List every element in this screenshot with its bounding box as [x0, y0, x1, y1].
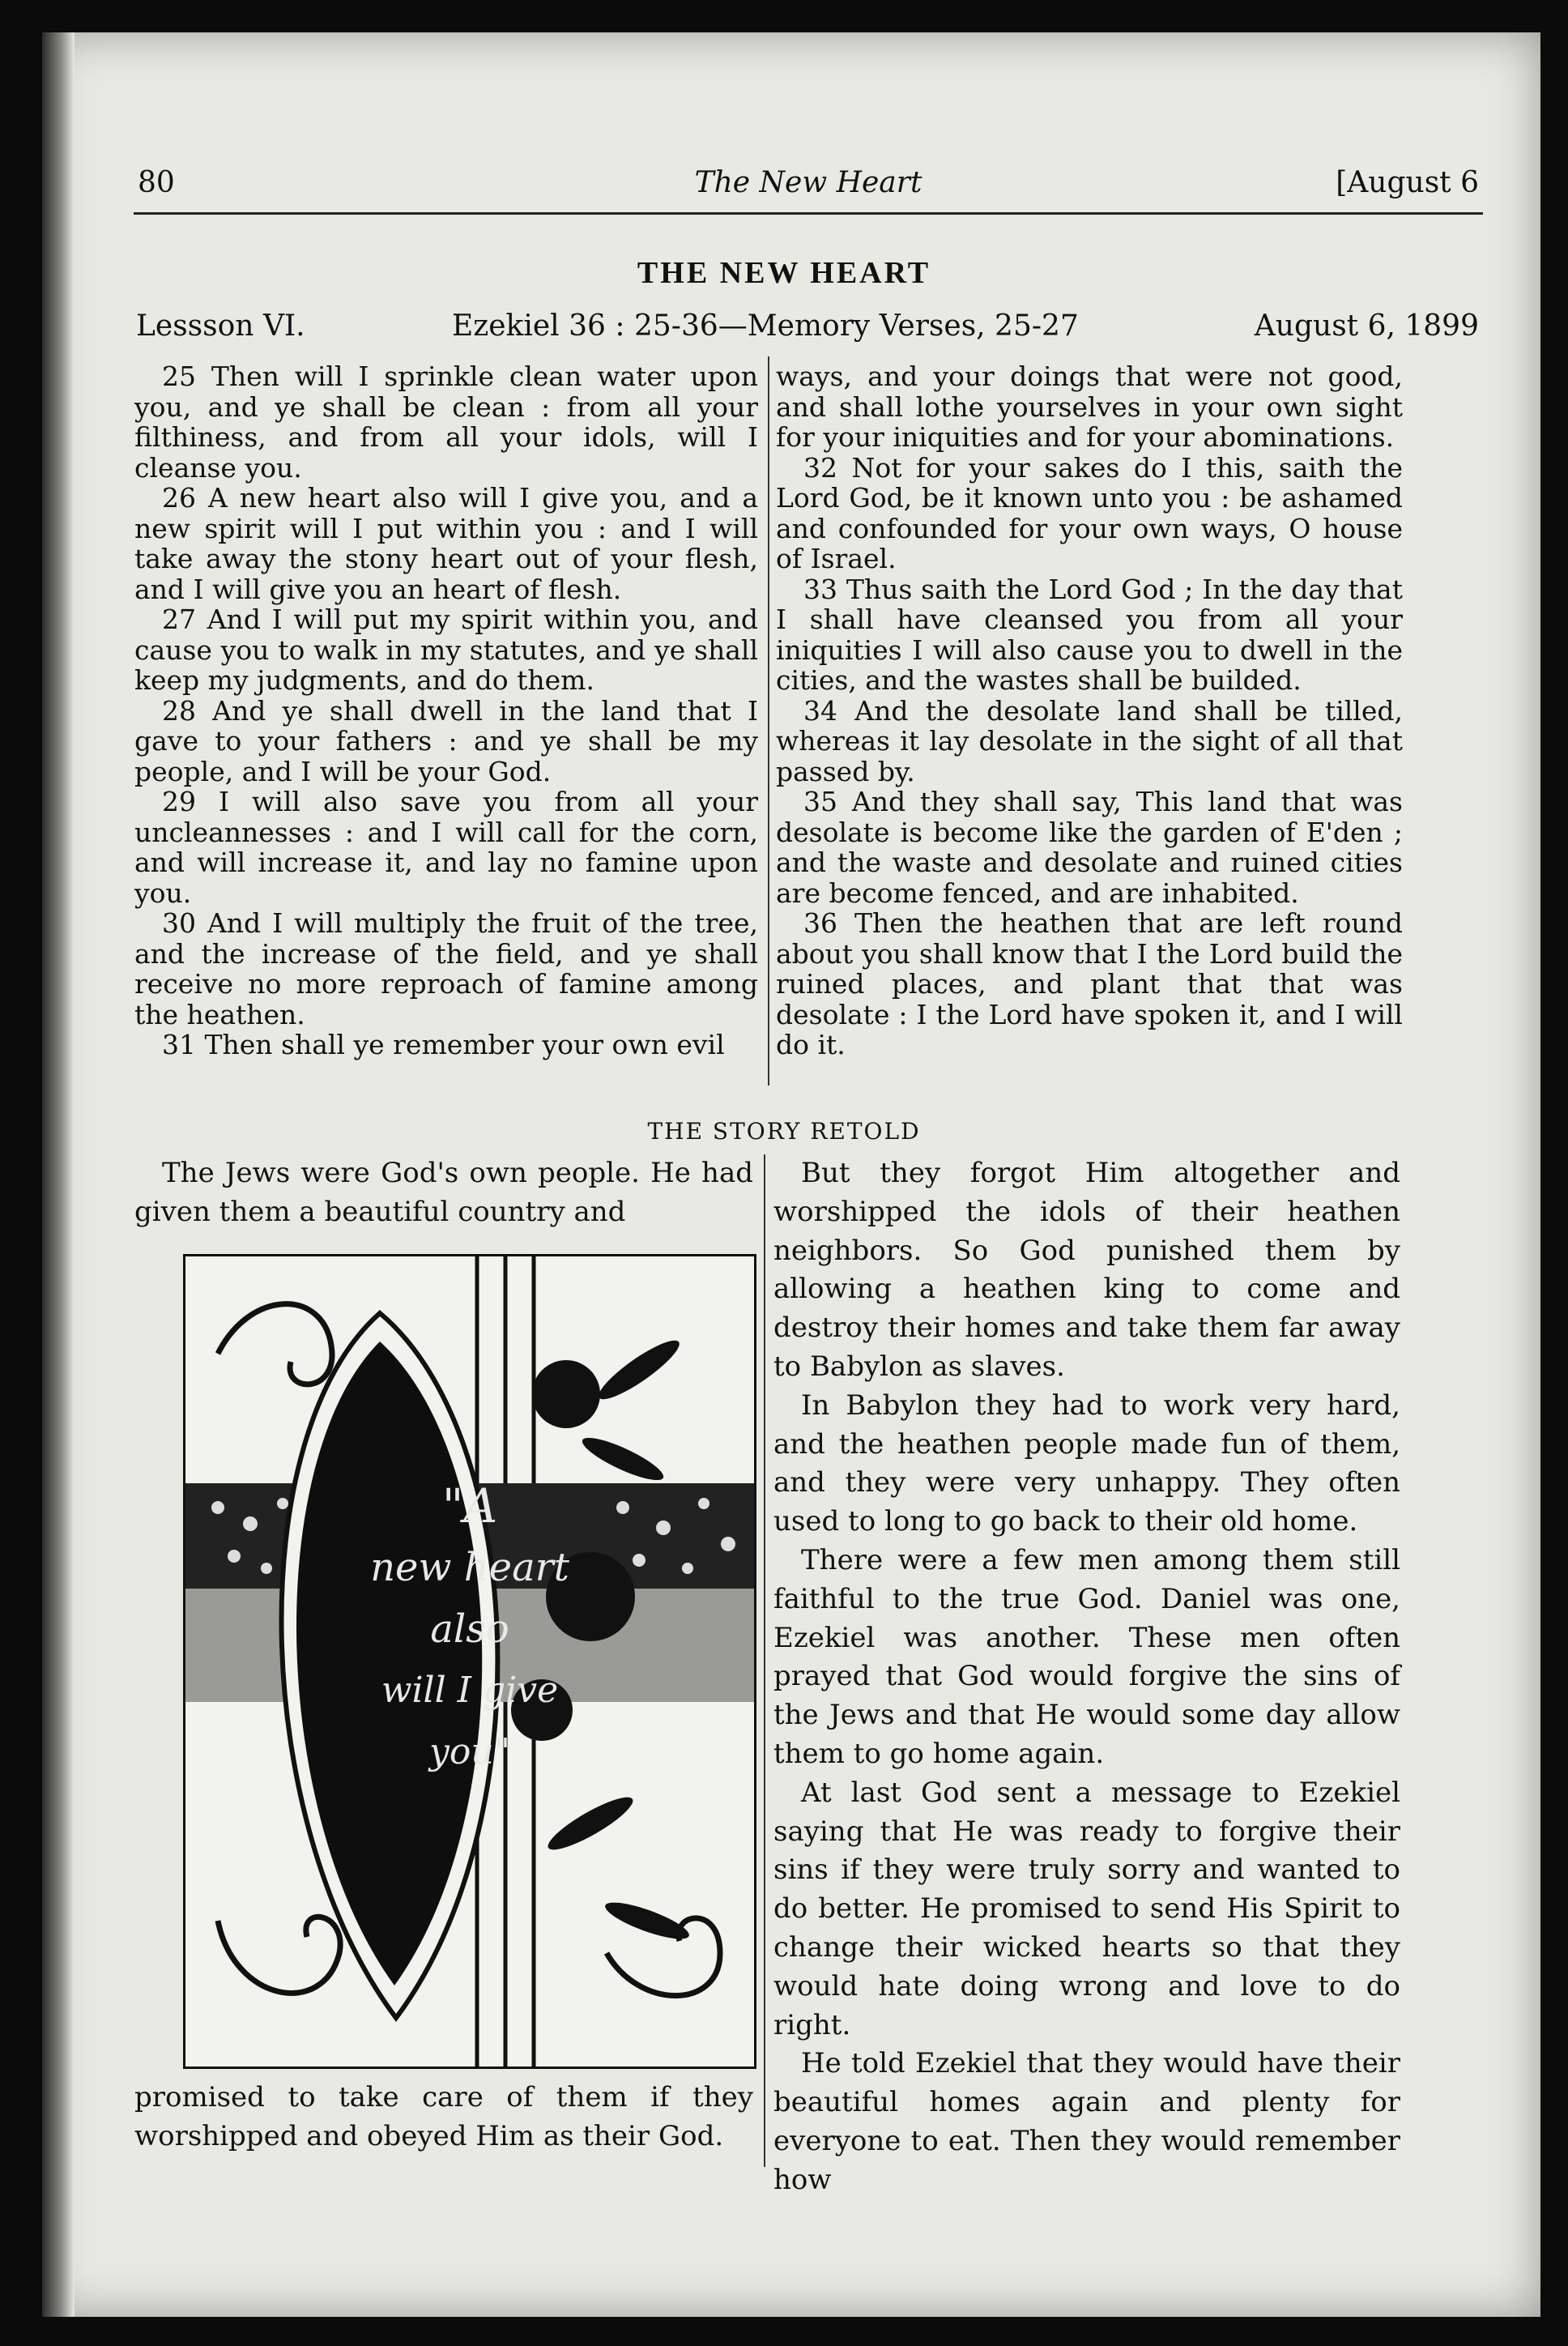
column-divider: [768, 356, 769, 1086]
header-date: [August 6: [1336, 166, 1479, 199]
verse: 29 I will also save you from all your uncleannesses : and I will call for the corn, and will increase it, and lay no famine upon you.: [134, 786, 758, 909]
story-paragraph: At last God sent a message to Ezekiel saying that He was ready to forgive their sins if they were truly sorry and wanted to do better. He promised to send His Spirit to change their wicked hearts so that they would hate doing wrong and love to do right.: [773, 1776, 1400, 2041]
story-paragraph: promised to take care of them if they worshipped and obeyed Him as their God.: [134, 2081, 753, 2152]
illustration-caption: "A new heart also will I give you": [370, 1478, 569, 1772]
story-paragraph: In Babylon they had to work very hard, and the heathen people made fun of them, and they were very unhappy. They often used to long to go back to their old home.: [773, 1388, 1400, 1538]
verse: 34 And the desolate land shall be tilled, whereas it lay desolate in the sight of all that passed by.: [776, 694, 1403, 787]
verse: 25 Then will I sprinkle clean water upon you, and ye shall be clean : from all your filthiness, and from all your idols, will I cleanse you.: [134, 360, 758, 484]
verse: 28 And ye shall dwell in the land that I gave to your fathers : and ye shall be my people, and I will be your God.: [134, 694, 758, 787]
scripture-right-column: [776, 361, 1403, 1060]
verse: 33 Thus saith the Lord God ; In the day that I shall have cleansed you from all your iniquities I will also cause you to dwell in the cities, and the wastes shall be builded.: [776, 573, 1403, 696]
page-title: THE NEW HEART: [637, 256, 931, 290]
scripture-left-column: [134, 361, 758, 1060]
story-title: THE STORY RETOLD: [647, 1118, 921, 1145]
lesson-date: August 6, 1899: [1254, 309, 1479, 343]
story-paragraph: The Jews were God's own people. He had given them a beautiful country and: [134, 1157, 753, 1228]
story-left-top: [134, 1154, 753, 1232]
page-binding-shadow: [42, 32, 75, 2317]
story-left-bottom: [134, 2079, 753, 2156]
running-header: [138, 166, 1479, 215]
scripture-reference: Ezekiel 36 : 25-36—Memory Verses, 25-27: [452, 309, 1079, 343]
story-column-divider: [764, 1154, 765, 2167]
story-right-column: [773, 1154, 1400, 2200]
lesson-line: [136, 309, 1479, 350]
verse: 27 And I will put my spirit within you, and cause you to walk in my statutes, and ye shall keep my judgments, and do them.: [134, 604, 758, 696]
story-paragraph: He told Ezekiel that they would have their beautiful homes again and plenty for everyone to eat. Then they would remember how: [773, 2047, 1400, 2196]
header-rule: [134, 212, 1483, 215]
verse: 36 Then the heathen that are left round about you shall know that I the Lord build the ruined places, and plant that that was desolate : I the Lord have spoken it, and I will do it.: [776, 907, 1403, 1060]
lesson-number: Lessson VI.: [136, 309, 305, 343]
page-number: 80: [138, 166, 175, 199]
story-paragraph: There were a few men among them still faithful to the true God. Daniel was one, Ezekiel was another. These men often prayed that God would forgive the sins of the Jews and that He would some day allow them to go home again.: [773, 1543, 1400, 1770]
verse-continuation: ways, and your doings that were not good, and shall lothe yourselves in your own sight for your iniquities and for your abominations.: [776, 360, 1403, 453]
verse: 35 And they shall say, This land that was desolate is become like the garden of E'den ; and the waste and desolate and ruined cities are become fenced, and are inhabited.: [776, 786, 1403, 909]
verse: 30 And I will multiply the fruit of the tree, and the increase of the field, and ye shall receive no more reproach of famine among the heathen.: [134, 907, 758, 1030]
verse: 31 Then shall ye remember your own evil: [162, 1029, 725, 1060]
story-paragraph: But they forgot Him altogether and worshipped the idols of their heathen neighbors. So God punished them by allowing a heathen king to come and destroy their homes and take them far away to Babylon as slaves.: [773, 1157, 1400, 1383]
verse: 32 Not for your sakes do I this, saith the Lord God, be it known unto you : be ashamed and confounded for your own ways, O house of Israel.: [776, 451, 1403, 574]
illustration-panel: [183, 1254, 756, 2069]
verse: 26 A new heart also will I give you, and a new spirit will I put within you : and I will take away the stony heart out of your flesh, and I will give you an heart of flesh.: [134, 482, 758, 605]
running-title: The New Heart: [694, 166, 922, 199]
